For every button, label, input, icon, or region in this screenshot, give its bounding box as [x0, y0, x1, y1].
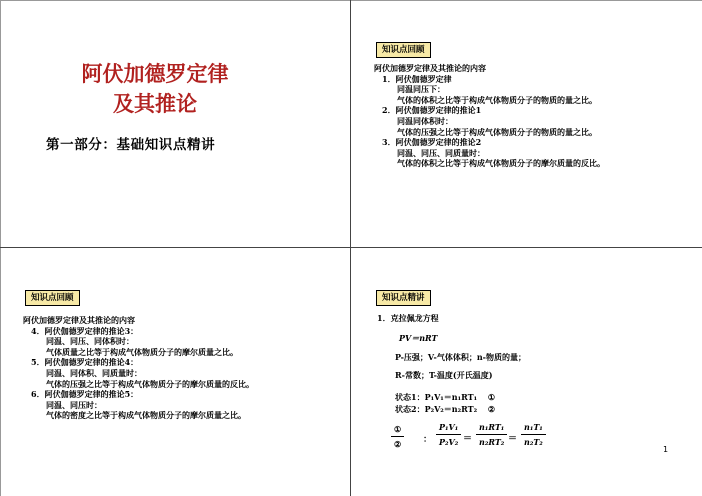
equals-symbol: ＝ — [463, 434, 473, 444]
fraction-numerator: ① — [391, 424, 404, 437]
content-item: 4．阿伏伽德罗定律的推论3： — [31, 325, 139, 336]
slide-2-review — [351, 0, 701, 247]
equation-ratio-fraction — [391, 424, 404, 449]
fraction-denominator: P₂V₂ — [439, 437, 459, 447]
fraction-denominator: n₂T₂ — [524, 437, 543, 447]
section-tag: 知识点回顾 — [376, 42, 431, 58]
slide-2-content — [374, 63, 605, 169]
page-number: 1 — [663, 445, 669, 454]
variable-definitions-1: P-压强；V-气体体积；n-物质的量； — [395, 352, 526, 362]
content-line: 气体质量之比等于构成气体物质分子的摩尔质量之比。 — [46, 346, 238, 357]
state-1-equation — [395, 392, 495, 403]
fraction-numerator: P₁V₁ — [436, 422, 461, 435]
content-line: 同温同体积时： — [397, 115, 453, 126]
content-line: 同温、同压时： — [46, 399, 102, 410]
content-heading: 阿伏加德罗定律及其推论的内容 — [374, 63, 486, 73]
content-item: 3．阿伏伽德罗定律的推论2 — [382, 137, 482, 148]
nt-fraction — [521, 422, 546, 447]
content-line: 同温、同压、同质量时： — [397, 147, 485, 158]
content-line: 同温同压下： — [397, 84, 445, 95]
content-line: 气体的密度之比等于构成气体物质分子的摩尔质量之比。 — [46, 410, 246, 421]
content-line: 气体的体积之比等于构成气体物质分子的物质的量之比。 — [397, 94, 597, 105]
content-line: 同温、同体积、同质量时： — [46, 367, 142, 378]
fraction-numerator: n₁T₁ — [521, 422, 546, 435]
ideal-gas-equation: PV＝nRT — [399, 333, 438, 343]
circled-two-marker: ② — [487, 404, 496, 414]
content-line: 气体的压强之比等于构成气体物质分子的物质的量之比。 — [397, 126, 597, 137]
slide-1-title — [0, 0, 350, 247]
slide-title-line-1: 阿伏加德罗定律 — [81, 62, 229, 86]
colon-symbol: ： — [423, 435, 433, 445]
slide-subtitle: 第一部分：基础知识点精讲 — [46, 137, 216, 153]
fraction-denominator: ② — [394, 439, 402, 449]
nrt-fraction — [476, 422, 507, 447]
content-line: 气体的体积之比等于构成气体物质分子的摩尔质量的反比。 — [397, 158, 605, 169]
variable-definitions-2: R-常数；T-温度(开氏温度) — [395, 370, 493, 380]
pv-fraction — [436, 422, 461, 447]
section-tag: 知识点回顾 — [25, 290, 80, 306]
content-heading: 阿伏加德罗定律及其推论的内容 — [23, 315, 135, 325]
content-item: 6．阿伏伽德罗定律的推论5： — [31, 389, 139, 400]
content-line: 气体的压强之比等于构成气体物质分子的摩尔质量的反比。 — [46, 378, 254, 389]
content-line: 同温、同压、同体积时： — [46, 336, 134, 347]
slide-4-key-points — [351, 248, 701, 495]
state-2-text: 状态2：P₂V₂＝n₂RT₂ — [395, 404, 478, 414]
slide-title-line-2: 及其推论 — [113, 92, 197, 116]
content-item: 1．阿伏伽德罗定律 — [382, 73, 452, 84]
fraction-denominator: n₂RT₂ — [479, 437, 505, 447]
state-1-text: 状态1：P₁V₁＝n₁RT₁ — [395, 392, 478, 402]
state-2-equation — [395, 404, 495, 415]
slide-3-content — [23, 315, 254, 421]
circled-one-marker: ① — [487, 392, 496, 402]
content-item: 5．阿伏伽德罗定律的推论4： — [31, 357, 139, 368]
section-tag: 知识点精讲 — [376, 290, 431, 306]
slide-3-review — [0, 248, 350, 495]
equals-symbol: ＝ — [508, 434, 518, 444]
equation-heading: 1．克拉佩龙方程 — [377, 313, 439, 323]
fraction-numerator: n₁RT₁ — [476, 422, 507, 435]
content-item: 2．阿伏伽德罗定律的推论1 — [382, 105, 482, 116]
